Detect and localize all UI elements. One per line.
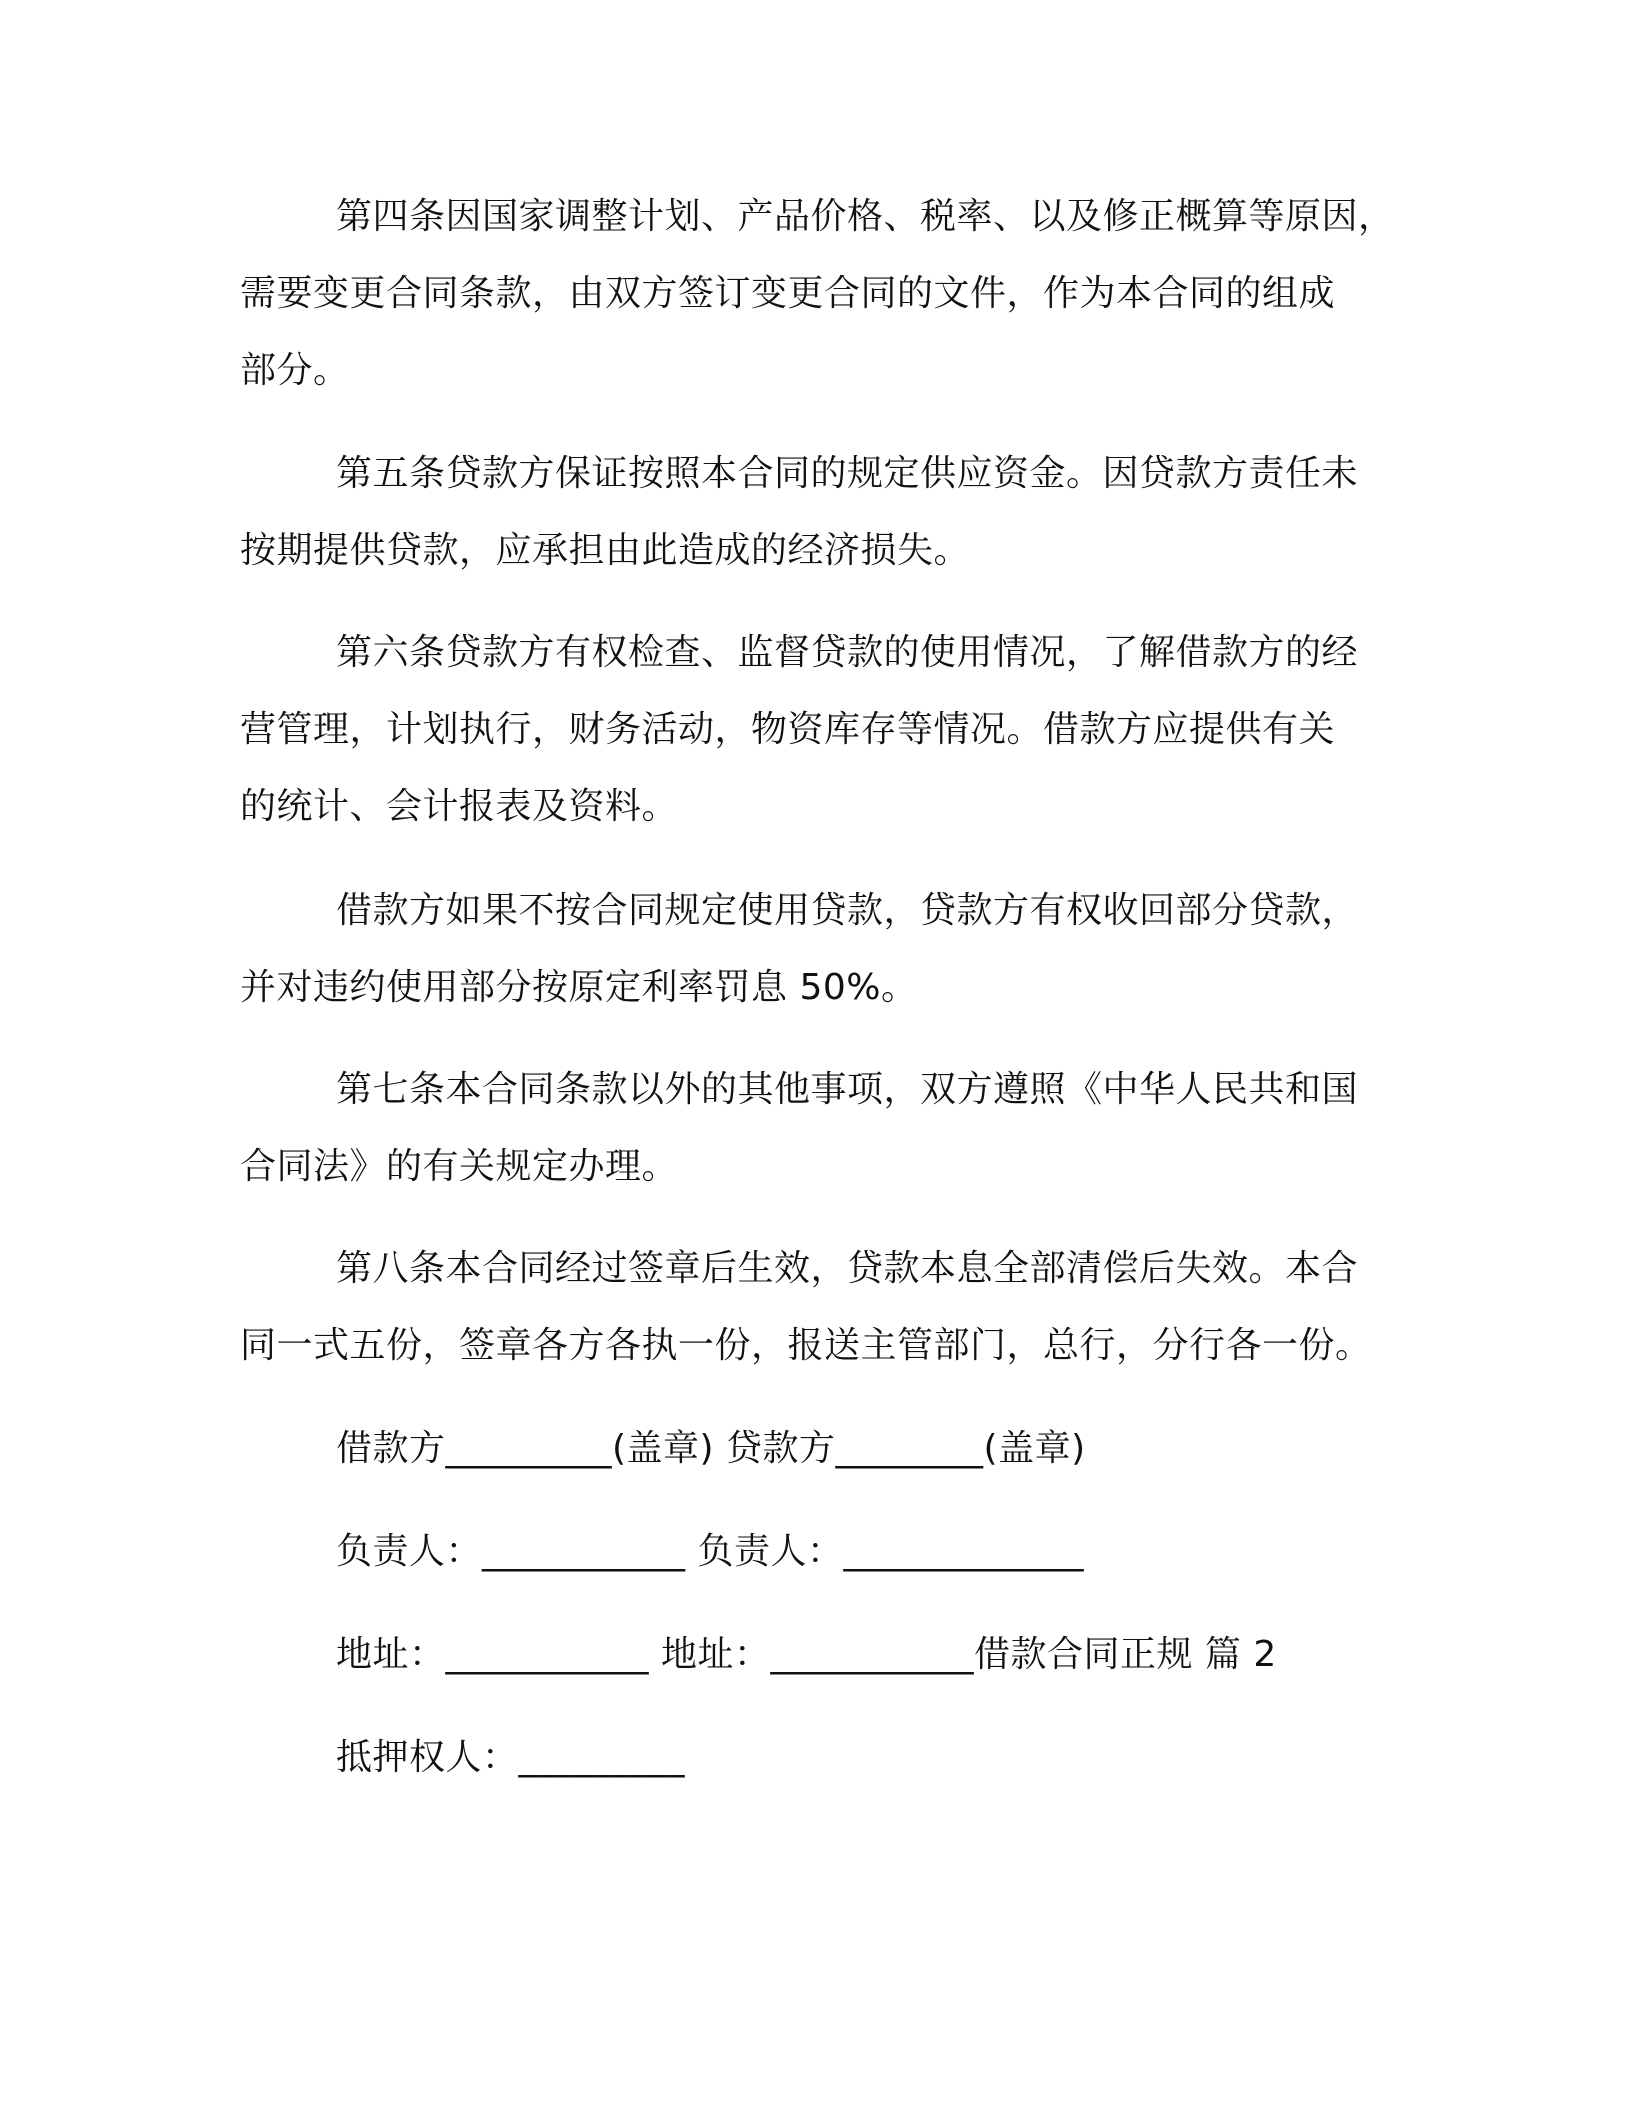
text-line: 第八条本合同经过签章后生效，贷款本息全部清偿后失效。本合 — [336, 1248, 1359, 1289]
signature-line-parties: 借款方_________(盖章) 贷款方________(盖章) — [336, 1428, 1086, 1469]
text-line: 营管理，计划执行，财务活动，物资库存等情况。借款方应提供有关 — [240, 709, 1336, 750]
text-line: 合同法》的有关规定办理。 — [240, 1146, 679, 1187]
text-line: 部分。 — [240, 350, 350, 391]
text-line: 第六条贷款方有权检查、监督贷款的使用情况，了解借款方的经 — [336, 632, 1359, 673]
paragraph-article-6 — [240, 614, 1400, 845]
signature-line-addresses: 地址：___________ 地址：___________借款合同正规 篇 2 — [336, 1634, 1277, 1675]
paragraph-article-8 — [240, 1230, 1400, 1384]
signature-line-responsible-persons: 负责人：___________ 负责人：_____________ — [336, 1531, 1084, 1572]
paragraph-article-7 — [240, 1051, 1400, 1205]
paragraph-misuse-penalty — [240, 872, 1400, 1026]
text-line: 的统计、会计报表及资料。 — [240, 786, 679, 827]
text-line: 并对违约使用部分按原定利率罚息 50%。 — [240, 967, 918, 1008]
text-line: 按期提供贷款，应承担由此造成的经济损失。 — [240, 530, 971, 571]
text-line: 借款方如果不按合同规定使用贷款，贷款方有权收回部分贷款， — [336, 890, 1359, 931]
paragraph-article-5 — [240, 435, 1400, 589]
text-line: 第四条因国家调整计划、产品价格、税率、以及修正概算等原因， — [336, 196, 1395, 237]
text-line: 同一式五份，签章各方各执一份，报送主管部门，总行，分行各一份。 — [240, 1325, 1372, 1366]
text-line: 需要变更合同条款，由双方签订变更合同的文件，作为本合同的组成 — [240, 273, 1336, 314]
signature-line-mortgagee: 抵押权人：_________ — [336, 1737, 686, 1778]
text-line: 第七条本合同条款以外的其他事项，双方遵照《中华人民共和国 — [336, 1069, 1359, 1110]
paragraph-article-4 — [240, 178, 1400, 409]
text-line: 第五条贷款方保证按照本合同的规定供应资金。因贷款方责任未 — [336, 453, 1359, 494]
